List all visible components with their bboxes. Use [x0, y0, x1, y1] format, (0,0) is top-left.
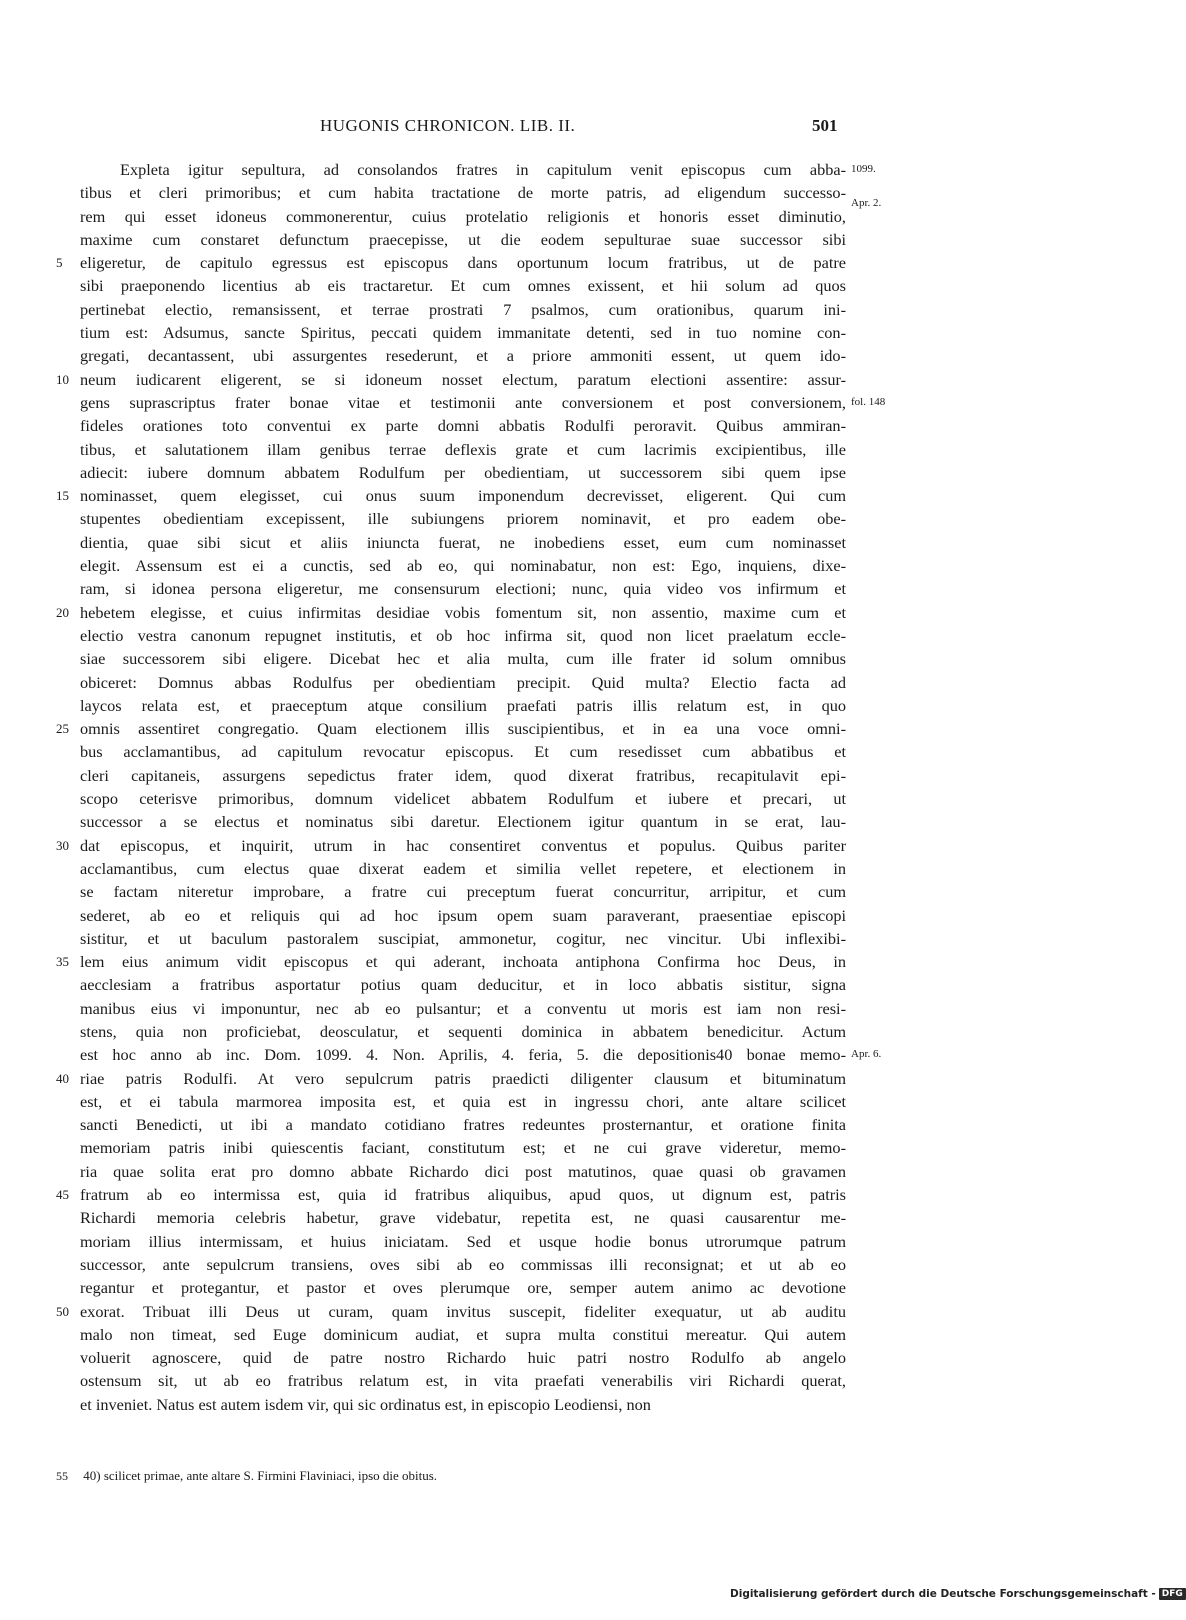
line-text: elegit. Assensum est ei a cunctis, sed ab eo, qui nominabatur, non est: Ego, inquiens, dixe-	[80, 556, 846, 576]
line-text: pertinebat electio, remansissent, et terrae prostrati 7 psalmos, cum orationibus, quarum ini-	[80, 299, 846, 319]
line-text: est hoc anno ab inc. Dom. 1099. 4. Non. Aprilis, 4. feria, 5. die depositionis40 bonae memo-	[80, 1045, 846, 1065]
text-line	[56, 601, 846, 624]
text-line	[56, 880, 846, 903]
text-line	[56, 787, 846, 810]
line-text: tibus et cleri primoribus; et cum habita tractatione de morte patris, ad eligendum successo-	[80, 183, 846, 203]
text-line	[56, 1067, 846, 1090]
margin-note: Apr. 2.	[851, 197, 882, 210]
text-line	[56, 368, 846, 391]
line-text: malo non timeat, sed Euge dominicum audiat, et supra multa constitui mereatur. Qui autem	[80, 1324, 846, 1344]
running-title: HUGONIS CHRONICON. LIB. II.	[320, 116, 576, 135]
footnote	[56, 1466, 856, 1486]
line-text: stens, quia non proficiebat, deosculatur, et sequenti dominica in abbatem benedicitur. Actum	[80, 1021, 846, 1041]
text-line	[56, 1113, 846, 1136]
line-text: Expleta igitur sepultura, ad consolandos fratres in capitulum venit episcopus cum abba-	[120, 160, 846, 179]
line-number: 5	[56, 255, 63, 271]
text-line	[56, 647, 846, 670]
line-text: electio vestra canonum repugnet institutis, et ob hoc infirma sit, quod non licet praelatum eccle-	[80, 625, 846, 645]
line-text: voluerit agnoscere, quid de patre nostro Richardo huic patri nostro Rodulfo ab angelo	[80, 1348, 846, 1368]
text-line	[56, 1090, 846, 1113]
chronicle-text	[56, 158, 886, 1416]
text-line	[56, 531, 846, 554]
running-head	[0, 116, 1000, 142]
line-text: manibus eius vi imponuntur, nec ab eo pulsantur; et a conventu ut moris est iam non resi-	[80, 998, 846, 1018]
line-text: eligeretur, de capitulo egressus est episcopus dans oportunum locum fratribus, ut de patre	[80, 253, 846, 273]
line-text: obiceret: Domnus abbas Rodulfus per obedientiam precipit. Quid multa? Electio facta ad	[80, 672, 846, 692]
text-line	[56, 764, 846, 787]
text-line	[56, 1160, 846, 1183]
text-line	[56, 1206, 846, 1229]
text-line	[56, 298, 846, 321]
line-text: dientia, quae sibi sicut et aliis iniuncta fuerat, ne inobediens esset, eum cum nominasset	[80, 532, 846, 552]
line-text: se factam niteretur improbare, a fratre cui preceptum fuerat concurritur, arripitur, et cum	[80, 882, 846, 902]
line-text: dat episcopus, et inquirit, utrum in hac consentiret conventus et populus. Quibus pariter	[80, 835, 846, 855]
line-text: tibus, et salutationem illam genibus terrae deflexis grate et cum lacrimis excipientibus, ille	[80, 439, 846, 459]
line-text: sederet, ab eo et reliquis qui ad hoc ipsum opem suam paraverant, praesentiae episcopi	[80, 905, 846, 925]
text-line	[56, 834, 846, 857]
line-number: 45	[56, 1187, 69, 1203]
line-text: bus acclamantibus, ad capitulum revocatur episcopus. Et cum resedisset cum abbatibus et	[80, 742, 846, 762]
text-line	[56, 927, 846, 950]
line-text: gregati, decantassent, ubi assurgentes resederunt, et a priore ammoniti essent, ut quem ido-	[80, 346, 846, 366]
text-line	[56, 904, 846, 927]
line-text: tium est: Adsumus, sancte Spiritus, peccati quidem immanitate detenti, sed in tuo nomine con-	[80, 323, 846, 343]
text-line	[56, 857, 846, 880]
text-line	[56, 624, 846, 647]
text-line	[56, 950, 846, 973]
line-text: memoriam patris inibi quiescentis faciant, constitutum est; et ne cui grave videretur, memo-	[80, 1138, 846, 1158]
line-text: Richardi memoria celebris habetur, grave videbatur, repetita est, ne quasi causarentur me-	[80, 1208, 846, 1228]
text-line	[56, 228, 846, 251]
text-line	[56, 414, 846, 437]
line-text: omnis assentiret congregatio. Quam electionem illis suscipientibus, et in ea una voce omni-	[80, 719, 846, 739]
line-text: lem eius animum vidit episcopus et qui aderant, inchoata antiphona Confirma hoc Deus, in	[80, 952, 846, 972]
text-line	[56, 1020, 846, 1043]
text-line	[56, 554, 846, 577]
text-line	[56, 1183, 846, 1206]
line-text: hebetem elegisse, et cuius infirmitas desidiae vobis fomentum sit, non assentio, maxime cum et	[80, 602, 846, 622]
line-text: scopo ceterisve primoribus, domnum videlicet abbatem Rodulfum et iubere et precari, ut	[80, 789, 846, 809]
line-text: gens suprascriptus frater bonae vitae et testimonii ante conversionem et post conversionem,	[80, 392, 846, 412]
text-line	[56, 158, 876, 181]
line-text: est, et ei tabula marmorea imposita est, et quia est in ingressu chori, ante altare scilicet	[80, 1091, 846, 1111]
text-line	[56, 461, 846, 484]
line-text: ria quae solita erat pro domno abbate Richardo dici post matutinos, quae quasi ob gravamen	[80, 1161, 846, 1181]
margin-note: 1099.	[851, 163, 876, 175]
text-line	[56, 694, 846, 717]
text-line	[56, 344, 846, 367]
text-line	[56, 484, 846, 507]
footnote-text: 40) scilicet primae, ante altare S. Firmini Flaviniaci, ipso die obitus.	[83, 1468, 438, 1483]
text-line	[56, 438, 846, 461]
line-text: riae patris Rodulfi. At vero sepulcrum patris praedicti diligenter clausum et bituminatum	[80, 1068, 846, 1088]
text-line	[56, 1276, 846, 1299]
line-text: stupentes obedientiam excepissent, ille subiungens priorem nominavit, et pro eadem obe-	[80, 509, 846, 529]
line-text: ram, si idonea persona eligeretur, me consensurum electioni; nunc, quia video vos infirmum et	[80, 579, 846, 599]
line-text: successor, ante sepulcrum transiens, oves sibi ab eo commissas illi reconsignat; et ut ab eo	[80, 1254, 846, 1274]
text-line	[56, 205, 846, 228]
line-number: 50	[56, 1303, 69, 1319]
line-text: ostensum sit, ut ab eo fratribus relatum est, in vita praefati venerabilis viri Richardi querat,	[80, 1371, 846, 1391]
line-text: fratrum ab eo intermissa est, quia id fratribus aliquibus, apud quos, ut dignum est, patris	[80, 1185, 846, 1205]
line-text: siae successorem sibi eligere. Dicebat hec et alia multa, cum ille frater id solum omnibus	[80, 649, 846, 669]
line-text: et inveniet. Natus est autem isdem vir, qui sic ordinatus est, in episcopio Leodiensi, non	[80, 1394, 651, 1414]
text-line	[56, 181, 882, 210]
text-line	[56, 973, 846, 996]
credit-text: Digitalisierung gefördert durch die Deutsche Forschungsgemeinschaft -	[730, 1588, 1156, 1600]
text-line	[56, 810, 846, 833]
line-text: acclamantibus, cum electus quae dixerat eadem et similia vellet repetere, et electionem in	[80, 858, 846, 878]
line-number: 30	[56, 837, 69, 853]
text-line	[56, 1393, 846, 1416]
page-number: 501	[812, 116, 838, 135]
text-line	[56, 1346, 846, 1369]
text-line	[56, 274, 846, 297]
line-text: fideles orationes toto conventui ex parte domni abbatis Rodulfi peroravit. Quibus ammiran-	[80, 416, 846, 436]
text-line	[56, 507, 846, 530]
digitization-credit	[730, 1588, 1186, 1600]
line-number: 15	[56, 488, 69, 504]
text-line	[56, 1369, 846, 1392]
text-line	[56, 1043, 882, 1066]
line-text: aecclesiam a fratribus asportatur potius quam deducitur, et in loco abbatis sistitur, signa	[80, 975, 846, 995]
line-text: sistitur, et ut baculum pastoralem suscipiat, ammonetur, cogitur, nec vincitur. Ubi inflexibi-	[80, 928, 846, 948]
line-text: moriam illius intermissam, et huius iniciatam. Sed et usque hodie bonus utrorumque patrum	[80, 1231, 846, 1251]
dfg-logo: DFG	[1159, 1588, 1186, 1600]
text-line	[56, 997, 846, 1020]
line-text: maxime cum constaret defunctum praecepisse, ut die eodem sepulturae suae successor sibi	[80, 229, 846, 249]
line-text: nominasset, quem elegisset, cui onus suum imponendum decrevisset, eligerent. Qui cum	[80, 486, 846, 506]
line-text: sancti Benedicti, ut ibi a mandato cotidiano fratres redeuntes prosternantur, et oratione finita	[80, 1115, 846, 1135]
line-text: successor a se electus et nominatus sibi daretur. Electionem igitur quantum in se erat, lau-	[80, 812, 846, 832]
line-number: 20	[56, 604, 69, 620]
text-line	[56, 1253, 846, 1276]
text-line	[56, 321, 846, 344]
line-text: adiecit: iubere domnum abbatem Rodulfum per obedientiam, ut successorem sibi quem ipse	[80, 462, 846, 482]
text-line	[56, 1230, 846, 1253]
footnote-line-number: 55	[56, 1469, 68, 1483]
line-text: exorat. Tribuat illi Deus ut curam, quam invitus suscepit, fideliter exequatur, ut ab auditu	[80, 1301, 846, 1321]
text-line	[56, 671, 846, 694]
margin-note: fol. 148	[851, 395, 886, 408]
text-line	[56, 577, 846, 600]
line-number: 10	[56, 371, 69, 387]
line-text: cleri capitaneis, assurgens sepedictus frater idem, quod dixerat fratribus, recapitulavit epi-	[80, 765, 846, 785]
line-text: laycos relata est, et praeceptum atque consilium praefati patris illis relatum est, in quo	[80, 695, 846, 715]
text-line	[56, 1323, 846, 1346]
line-text: neum iudicarent eligerent, se si idoneum nosset electum, paratum electioni assentire: assur-	[80, 369, 846, 389]
line-text: regantur et protegantur, et pastor et oves plerumque ore, semper autem animo ac devotione	[80, 1278, 846, 1298]
line-number: 40	[56, 1070, 69, 1086]
line-text: sibi praeponendo licentius ab eis tractaretur. Et cum omnes exissent, et hii solum ad quos	[80, 276, 846, 296]
margin-note: Apr. 6.	[851, 1048, 882, 1061]
text-line	[56, 1300, 846, 1323]
text-line	[56, 391, 886, 414]
line-number: 35	[56, 954, 69, 970]
line-text: rem qui esset idoneus commonerentur, cuius protelatio religionis et honoris esset diminutio,	[80, 206, 846, 226]
text-line	[56, 717, 846, 740]
text-line	[56, 1136, 846, 1159]
line-number: 25	[56, 721, 69, 737]
text-line	[56, 251, 846, 274]
text-line	[56, 740, 846, 763]
